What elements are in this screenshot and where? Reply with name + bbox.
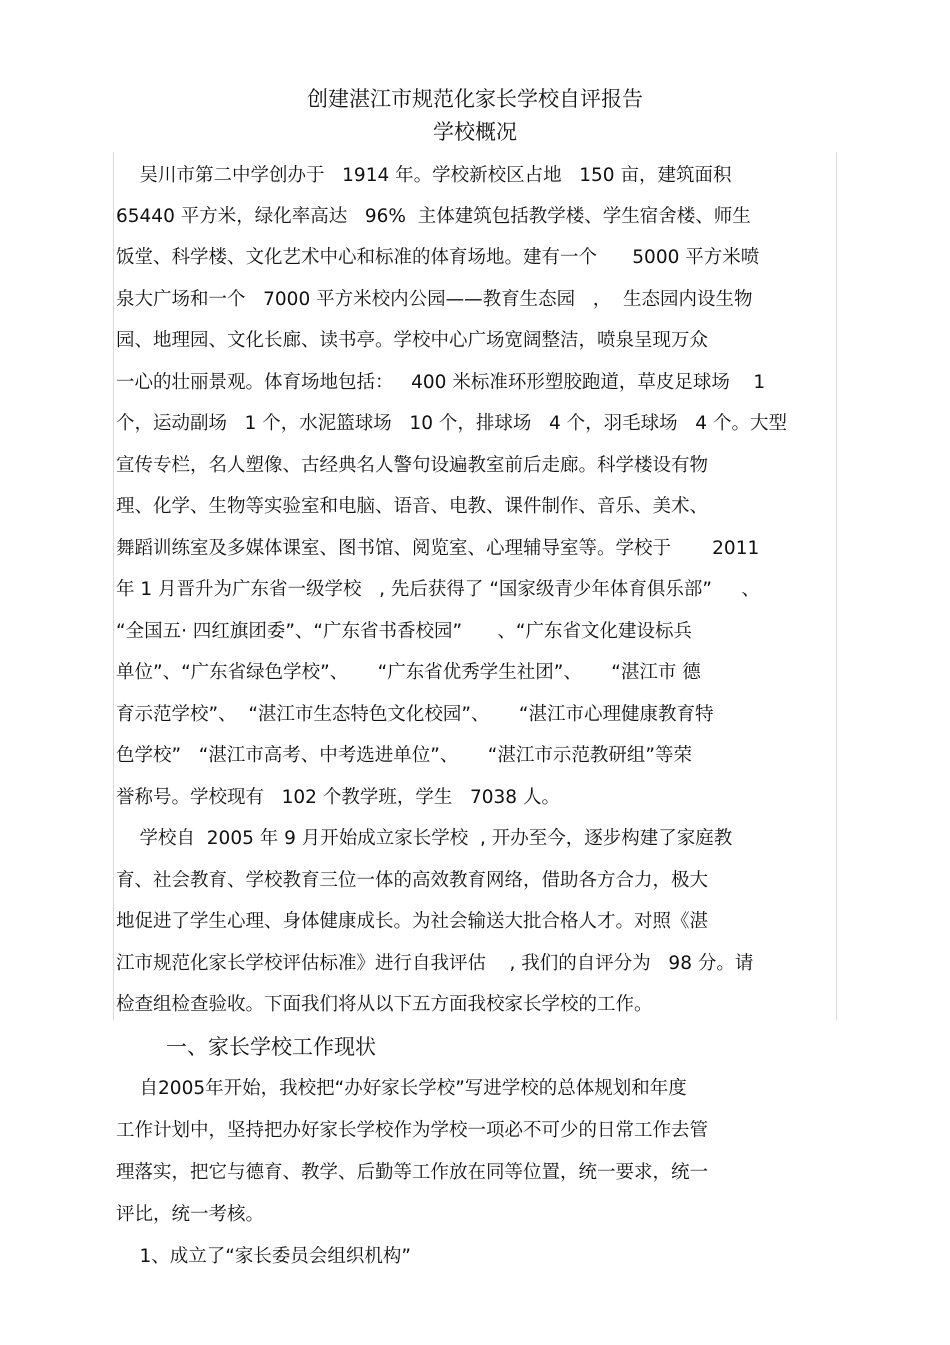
paragraph-line: 吴川市第二中学创办于 1914 年。学校新校区占地 150 亩，建筑面积 <box>116 165 732 186</box>
paragraph-line: 育示范学校”、 “湛江市生态特色文化校园”、 “湛江市心理健康教育特 <box>116 704 714 725</box>
paragraph-line: 舞蹈训练室及多媒体课室、图书馆、阅览室、心理辅导室等。学校于 2011 <box>116 538 760 559</box>
paragraph-line: 学校自 2005 年 9 月开始成立家长学校 , 开办至今，逐步构建了家庭教 <box>116 828 733 849</box>
paragraph-line: 宣传专栏，名人塑像、古经典名人警句设遍教室前后走廊。科学楼设有物 <box>116 455 709 476</box>
document-title: 创建湛江市规范化家长学校自评报告 <box>307 87 643 111</box>
paragraph-line: 泉大广场和一个 7000 平方米校内公园——教育生态园 ， 生态园内设生物 <box>116 289 753 310</box>
frame-border-right <box>836 152 837 1020</box>
paragraph-line: 饭堂、科学楼、文化艺术中心和标准的体育场地。建有一个 5000 平方米喷 <box>116 247 760 268</box>
paragraph-line: 评比，统一考核。 <box>116 1204 265 1225</box>
paragraph-line: 工作计划中，坚持把办好家长学校作为学校一项必不可少的日常工作去管 <box>116 1120 709 1141</box>
paragraph-line: 理、化学、生物等实验室和电脑、语音、电教、课件制作、音乐、美术、 <box>116 496 709 517</box>
paragraph-line: 江市规范化家长学校评估标准》进行自我评估 , 我们的自评分为 98 分。请 <box>116 953 754 974</box>
paragraph-line: 地促进了学生心理、身体健康成长。为社会输送大批合格人才。对照《湛 <box>116 911 709 932</box>
paragraph-line: 育、社会教育、学校教育三位一体的高效教育网络，借助各方合力，极大 <box>116 870 709 891</box>
section-heading: 一、家长学校工作现状 <box>166 1035 376 1059</box>
paragraph-line: 园、地理园、文化长廊、读书亭。学校中心广场宽阔整洁，喷泉呈现万众 <box>116 330 709 351</box>
paragraph-line: 65440 平方米，绿化率高达 96% 主体建筑包括教学楼、学生宿舍楼、师生 <box>116 206 751 227</box>
paragraph-line: 一心的壮丽景观。体育场地包括： 400 米标准环形塑胶跑道，草皮足球场 1 <box>116 372 766 393</box>
paragraph-line: 年 1 月晋升为广东省一级学校 , 先后获得了 “国家级青少年体育俱乐部” 、 <box>116 579 760 600</box>
paragraph-line: 检查组检查验收。下面我们将从以下五方面我校家长学校的工作。 <box>116 994 653 1015</box>
paragraph-line: 单位”、“广东省绿色学校”、 “广东省优秀学生社团”、 “湛江市 德 <box>116 662 701 683</box>
paragraph-line: 誉称号。学校现有 102 个教学班，学生 7038 人。 <box>116 787 560 808</box>
paragraph-line: 自2005年开始，我校把“办好家长学校”写进学校的总体规划和年度 <box>116 1078 687 1099</box>
paragraph-line: 色学校” “湛江市高考、中考选进单位”、 “湛江市示范教研组”等荣 <box>116 745 692 766</box>
paragraph-line: “全国五· 四红旗团委”、“广东省书香校园” 、“广东省文化建设标兵 <box>116 621 692 642</box>
paragraph-line: 个，运动副场 1 个，水泥篮球场 10 个，排球场 4 个，羽毛球场 4 个。大型 <box>116 413 787 434</box>
list-item: 1、成立了“家长委员会组织机构” <box>116 1246 411 1267</box>
frame-border-left <box>113 152 114 1020</box>
document-subtitle: 学校概况 <box>433 120 517 144</box>
paragraph-line: 理落实，把它与德育、教学、后勤等工作放在同等位置，统一要求，统一 <box>116 1162 709 1183</box>
